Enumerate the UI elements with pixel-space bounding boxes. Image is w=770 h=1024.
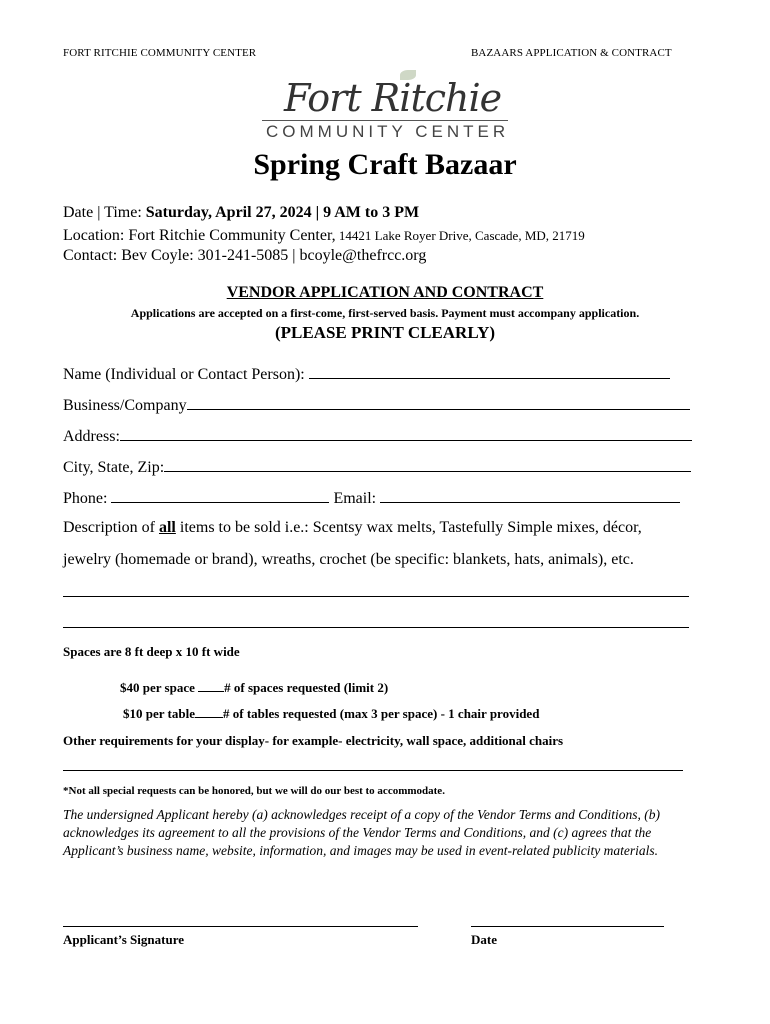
business-label: Business/Company (63, 397, 187, 414)
agreement-text: The undersigned Applicant hereby (a) acknowledges receipt of a copy of the Vendor Terms and Conditions, (b) acknowledges its agreement to all the provisions of the Vendor Terms and Conditions, and (c) agrees that the Applicant’s business name, website, information, and images may be used in event-related publicity materials. (63, 807, 661, 858)
other-requirements: Other requirements for your display- for example- electricity, wall space, additional chairs (63, 733, 564, 748)
space-size: Spaces are 8 ft deep x 10 ft wide (63, 644, 240, 659)
address-line[interactable] (120, 426, 692, 441)
table-count-line[interactable] (195, 706, 223, 718)
description-post: items to be sold i.e.: Scentsy wax melts, Tastefully Simple mixes, décor, (175, 519, 642, 536)
address-field[interactable] (63, 426, 692, 446)
space-count-line[interactable] (198, 680, 224, 692)
table-request[interactable] (123, 706, 539, 722)
location-address: 14421 Lake Royer Drive, Cascade, MD, 21719 (335, 228, 585, 243)
location-label: Location: Fort Ritchie Community Center, (63, 227, 336, 244)
phone-label: Phone: (63, 490, 112, 507)
table-price: $10 per table (123, 706, 195, 721)
name-label: Name (Individual or Contact Person): (63, 366, 309, 383)
description-answer-line-2[interactable] (63, 627, 689, 628)
phone-email-field[interactable] (63, 488, 680, 508)
space-count-label: # of spaces requested (limit 2) (224, 680, 389, 695)
date-label: Date (471, 932, 497, 947)
description-answer-line-1[interactable] (63, 596, 689, 597)
event-date (63, 204, 419, 222)
space-request[interactable] (120, 680, 388, 696)
logo-script: Fort Ritchie (284, 76, 502, 120)
other-requirements-line[interactable] (63, 770, 683, 771)
event-contact: Contact: Bev Coyle: 301-241-5085 | bcoyle@thefrcc.org (63, 247, 427, 264)
description-line-1 (63, 519, 642, 537)
application-note: Applications are accepted on a first-come, first-served basis. Payment must accompany application. (130, 306, 640, 320)
date-label: Date | Time: (63, 204, 146, 221)
description-emph: all (158, 519, 176, 536)
section-heading: VENDOR APPLICATION AND CONTRACT (226, 284, 544, 301)
city-label: City, State, Zip: (63, 459, 165, 476)
name-field[interactable] (63, 364, 670, 384)
date-value: Saturday, April 27, 2024 | 9 AM to 3 PM (145, 204, 420, 221)
address-label: Address: (63, 428, 120, 445)
space-price: $40 per space (120, 680, 199, 695)
page-title: Spring Craft Bazaar (253, 148, 517, 181)
email-label: Email: (329, 490, 381, 507)
table-count-label: # of tables requested (max 3 per space) - 1 chair provided (222, 706, 540, 721)
logo-subtitle: COMMUNITY CENTER (266, 122, 510, 141)
signature-line[interactable] (63, 926, 418, 927)
city-line[interactable] (164, 457, 691, 472)
signature-label: Applicant’s Signature (63, 932, 184, 947)
description-pre: Description of (63, 519, 159, 536)
date-line[interactable] (471, 926, 664, 927)
print-clearly: (PLEASE PRINT CLEARLY) (274, 323, 496, 342)
description-line-2: jewelry (homemade or brand), wreaths, crochet (be specific: blankets, hats, animals), etc. (63, 551, 634, 568)
logo-divider (262, 120, 508, 121)
business-line[interactable] (187, 395, 690, 410)
business-field[interactable] (63, 395, 690, 415)
logo (262, 76, 512, 146)
city-field[interactable] (63, 457, 691, 477)
header-right: BAZAARS APPLICATION & CONTRACT (471, 47, 672, 59)
disclaimer: *Not all special requests can be honored, but we will do our best to accommodate. (63, 785, 445, 797)
email-line[interactable] (380, 488, 680, 503)
name-line[interactable] (309, 364, 670, 379)
header-left: FORT RITCHIE COMMUNITY CENTER (63, 47, 257, 59)
phone-line[interactable] (111, 488, 329, 503)
event-location (63, 227, 585, 245)
